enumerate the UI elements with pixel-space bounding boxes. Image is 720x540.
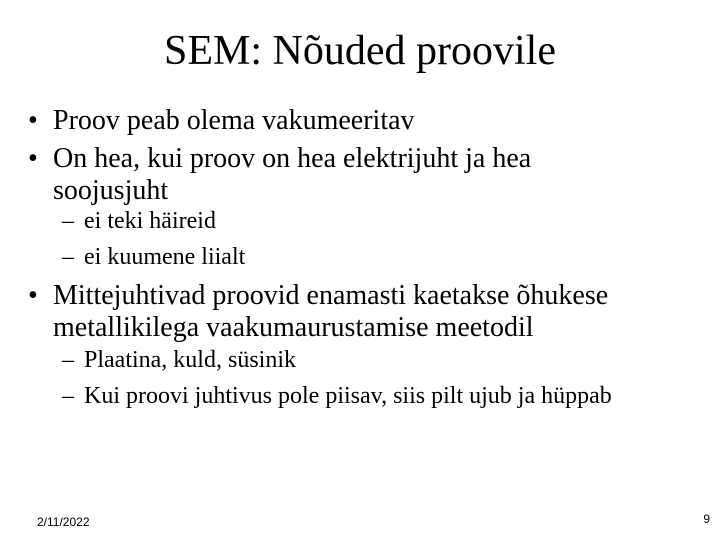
bullet-marker: •	[28, 280, 38, 311]
sub-bullet-text: ei teki häireid	[84, 208, 216, 234]
slide-title: SEM: Nõuded proovile	[164, 28, 556, 74]
bullet-marker: •	[28, 105, 38, 136]
bullet-text-continuation: metallikilega vaakumaurustamise meetodil	[53, 312, 534, 343]
sub-bullet-text: Plaatina, kuld, süsinik	[84, 347, 296, 373]
sub-bullet-marker: –	[62, 244, 74, 270]
bullet-text-continuation: soojusjuht	[53, 175, 169, 206]
bullet-item	[28, 280, 708, 344]
bullet-text: Proov peab olema vakumeeritav	[53, 105, 415, 136]
bullet-marker: •	[28, 143, 38, 174]
sub-bullet-text: ei kuumene liialt	[84, 244, 246, 270]
bullet-text: Mittejuhtivad proovid enamasti kaetakse õhukese	[53, 280, 609, 311]
sub-bullet-marker: –	[62, 347, 74, 373]
sub-bullet-item	[62, 382, 702, 410]
sub-bullet-text: Kui proovi juhtivus pole piisav, siis pilt ujub ja hüppab	[84, 383, 612, 409]
sub-bullet-item	[62, 243, 682, 271]
footer-date: 2/11/2022	[37, 515, 90, 529]
bullet-item	[28, 105, 688, 137]
sub-bullet-item	[62, 346, 702, 374]
bullet-item	[28, 143, 688, 207]
sub-bullet-item	[62, 207, 682, 235]
sub-bullet-marker: –	[62, 383, 74, 409]
sub-bullet-marker: –	[62, 208, 74, 234]
bullet-text: On hea, kui proov on hea elektrijuht ja hea	[53, 143, 532, 174]
footer-page-number: 9	[703, 512, 710, 526]
